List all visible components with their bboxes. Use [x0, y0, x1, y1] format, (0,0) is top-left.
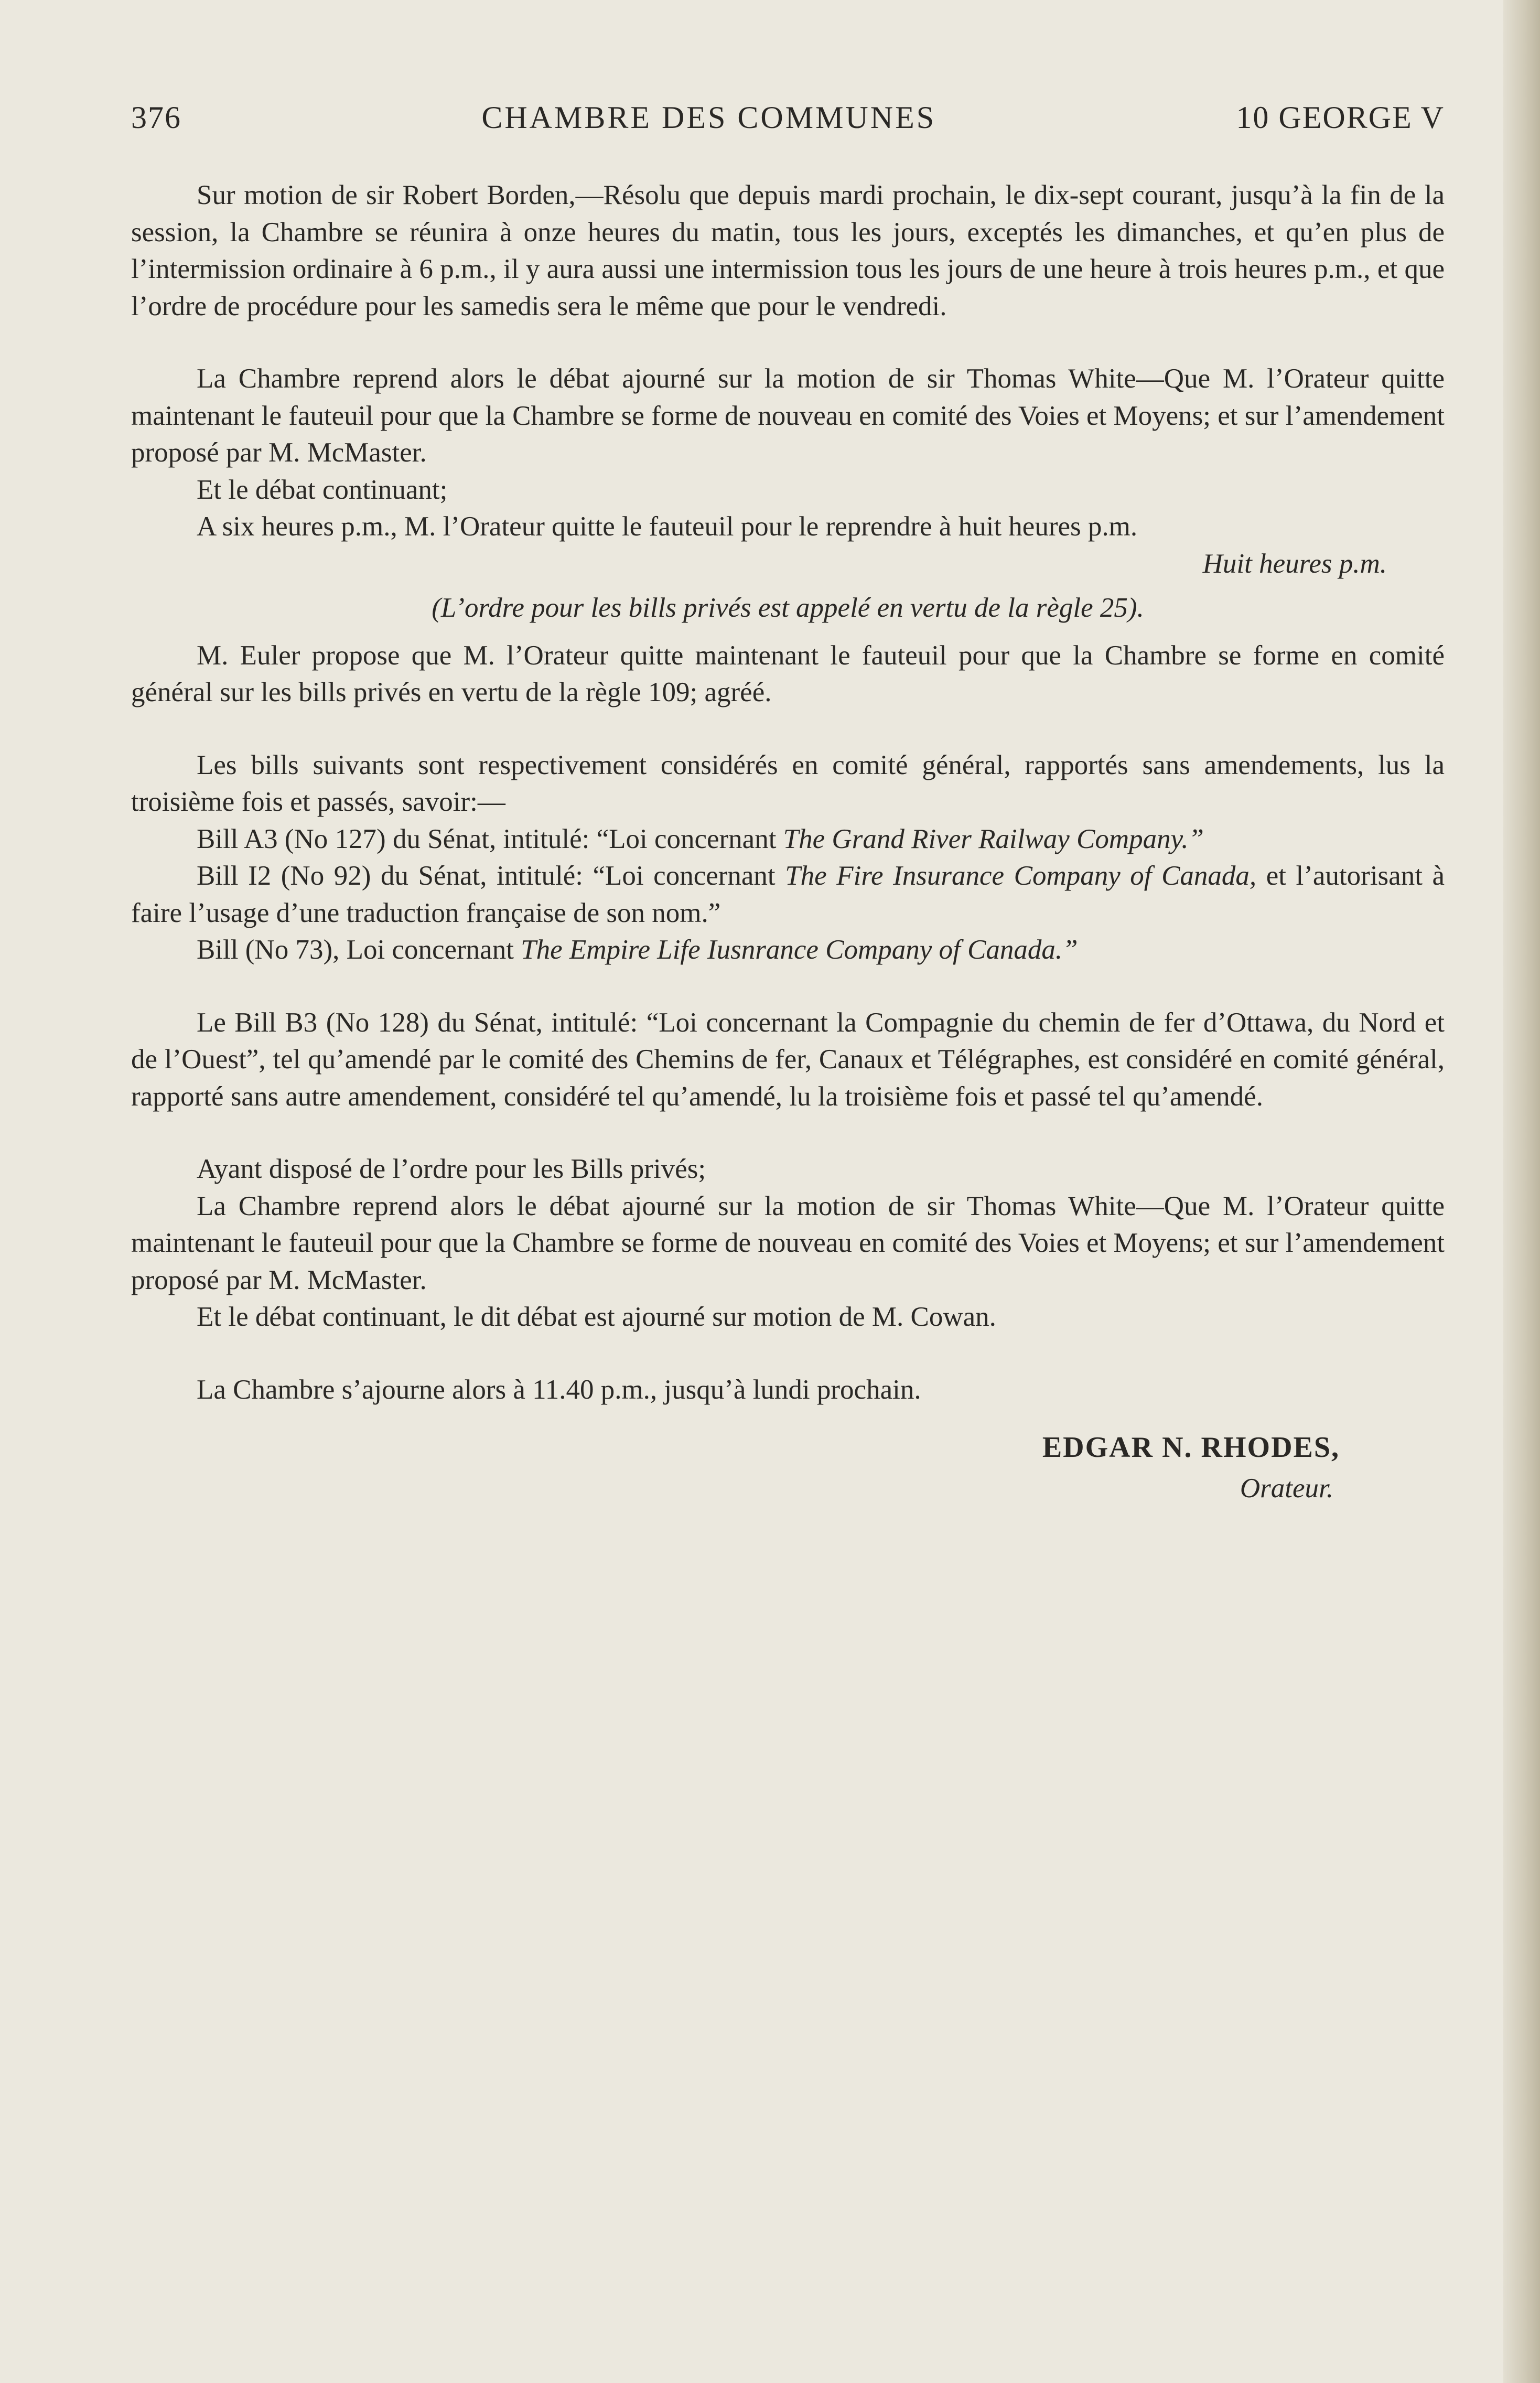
paragraph-debate-resumed: La Chambre reprend alors le débat ajourné sur la motion de sir Thomas White—Que M. l’Orateur quitte maintenant le fauteuil pour que la Chambre se forme de nouveau en comité des Voies et Moyens; et sur l’amendement proposé par M. McMaster. — [131, 363, 1445, 468]
speaker-name: EDGAR N. RHODES, — [1042, 1431, 1340, 1464]
bill-i2-suffix: et l’autorisant à faire l’usage d’une traduction française de son nom.” — [131, 861, 1445, 928]
speaker-title: Orateur. — [1240, 1473, 1333, 1504]
bill-73-text: Bill (No 73), Loi concernant — [197, 935, 521, 965]
reign-year: 10 GEORGE V — [1236, 100, 1445, 135]
bill-i2-text: Bill I2 (No 92) du Sénat, intitulé: “Loi concernant — [197, 861, 785, 891]
paragraph-euler-motion: M. Euler propose que M. l’Orateur quitte maintenant le fauteuil pour que la Chambre se forme en comité général sur les bills privés en vertu de la règle 109; agréé. — [131, 640, 1445, 707]
journal-title: CHAMBRE DES COMMUNES — [481, 100, 936, 135]
paragraph-bills-considered: Les bills suivants sont respectivement considérés en comité général, rapportés sans amendements, lus la troisième fois et passés, savoir:— — [131, 749, 1445, 817]
paragraph-debate-resumed-again: La Chambre reprend alors le débat ajourné sur la motion de sir Thomas White—Que M. l’Orateur quitte maintenant le fauteuil pour que la Chambre se forme de nouveau en comité des Voies et Moyens; et sur l’amendement proposé par M. McMaster. — [131, 1190, 1445, 1295]
paragraph-debate-continuing: Et le débat continuant; — [197, 474, 448, 505]
bill-73-entry — [131, 931, 1445, 969]
paragraph-six-oclock: A six heures p.m., M. l’Orateur quitte le fauteuil pour le reprendre à huit heures p.m. — [197, 511, 1138, 542]
text-block — [131, 100, 1445, 1509]
order-private-bills: (L’ordre pour les bills privés est appelé en vertu de la règle 25). — [432, 593, 1144, 623]
signature-block — [131, 1427, 1445, 1509]
paragraph-debate-adjourned: Et le débat continuant, le dit débat est ajourné sur motion de M. Cowan. — [197, 1302, 996, 1332]
paragraph-motion-borden: Sur motion de sir Robert Borden,—Résolu que depuis mardi prochain, le dix-sept courant, jusqu’à la fin de la session, la Chambre se réunira à onze heures du matin, tous les jours, exceptés les dimanches, et qu’en plus de l’intermission ordinaire à 6 p.m., il y aura aussi une intermission tous les jours de une heure à trois heures p.m., et que l’ordre de procédure pour les samedis sera le même que pour le vendredi. — [131, 180, 1445, 321]
paragraph-private-bills-disposed: Ayant disposé de l’ordre pour les Bills privés; — [197, 1154, 706, 1184]
bill-73-company: The Empire Life Iusnrance Company of Canada.” — [521, 935, 1078, 965]
page-number: 376 — [131, 100, 181, 135]
bill-i2-company: The Fire Insurance Company of Canada, — [785, 861, 1257, 891]
paragraph-bill-b3: Le Bill B3 (No 128) du Sénat, intitulé: “Loi concernant la Compagnie du chemin de fer d’Ottawa, du Nord et de l’Ouest”, tel qu’amendé par le comité des Chemins de fer, Canaux et Télégraphes, est considéré en comité général, rapporté sans autre amendement, considéré tel qu’amendé, lu la troisième fois et passé tel qu’amendé. — [131, 1007, 1445, 1112]
bill-a3-text: Bill A3 (No 127) du Sénat, intitulé: “Loi concernant — [197, 823, 783, 854]
bill-a3-entry — [131, 821, 1445, 858]
page-spine-shadow — [1503, 0, 1540, 2383]
bill-i2-entry — [131, 857, 1445, 931]
paragraph-house-adjourns: La Chambre s’ajourne alors à 11.40 p.m., jusqu’à lundi prochain. — [197, 1374, 921, 1405]
time-heading: Huit heures p.m. — [1202, 548, 1387, 579]
running-header — [131, 100, 1445, 136]
bill-a3-company: The Grand River Railway Company.” — [783, 823, 1204, 854]
